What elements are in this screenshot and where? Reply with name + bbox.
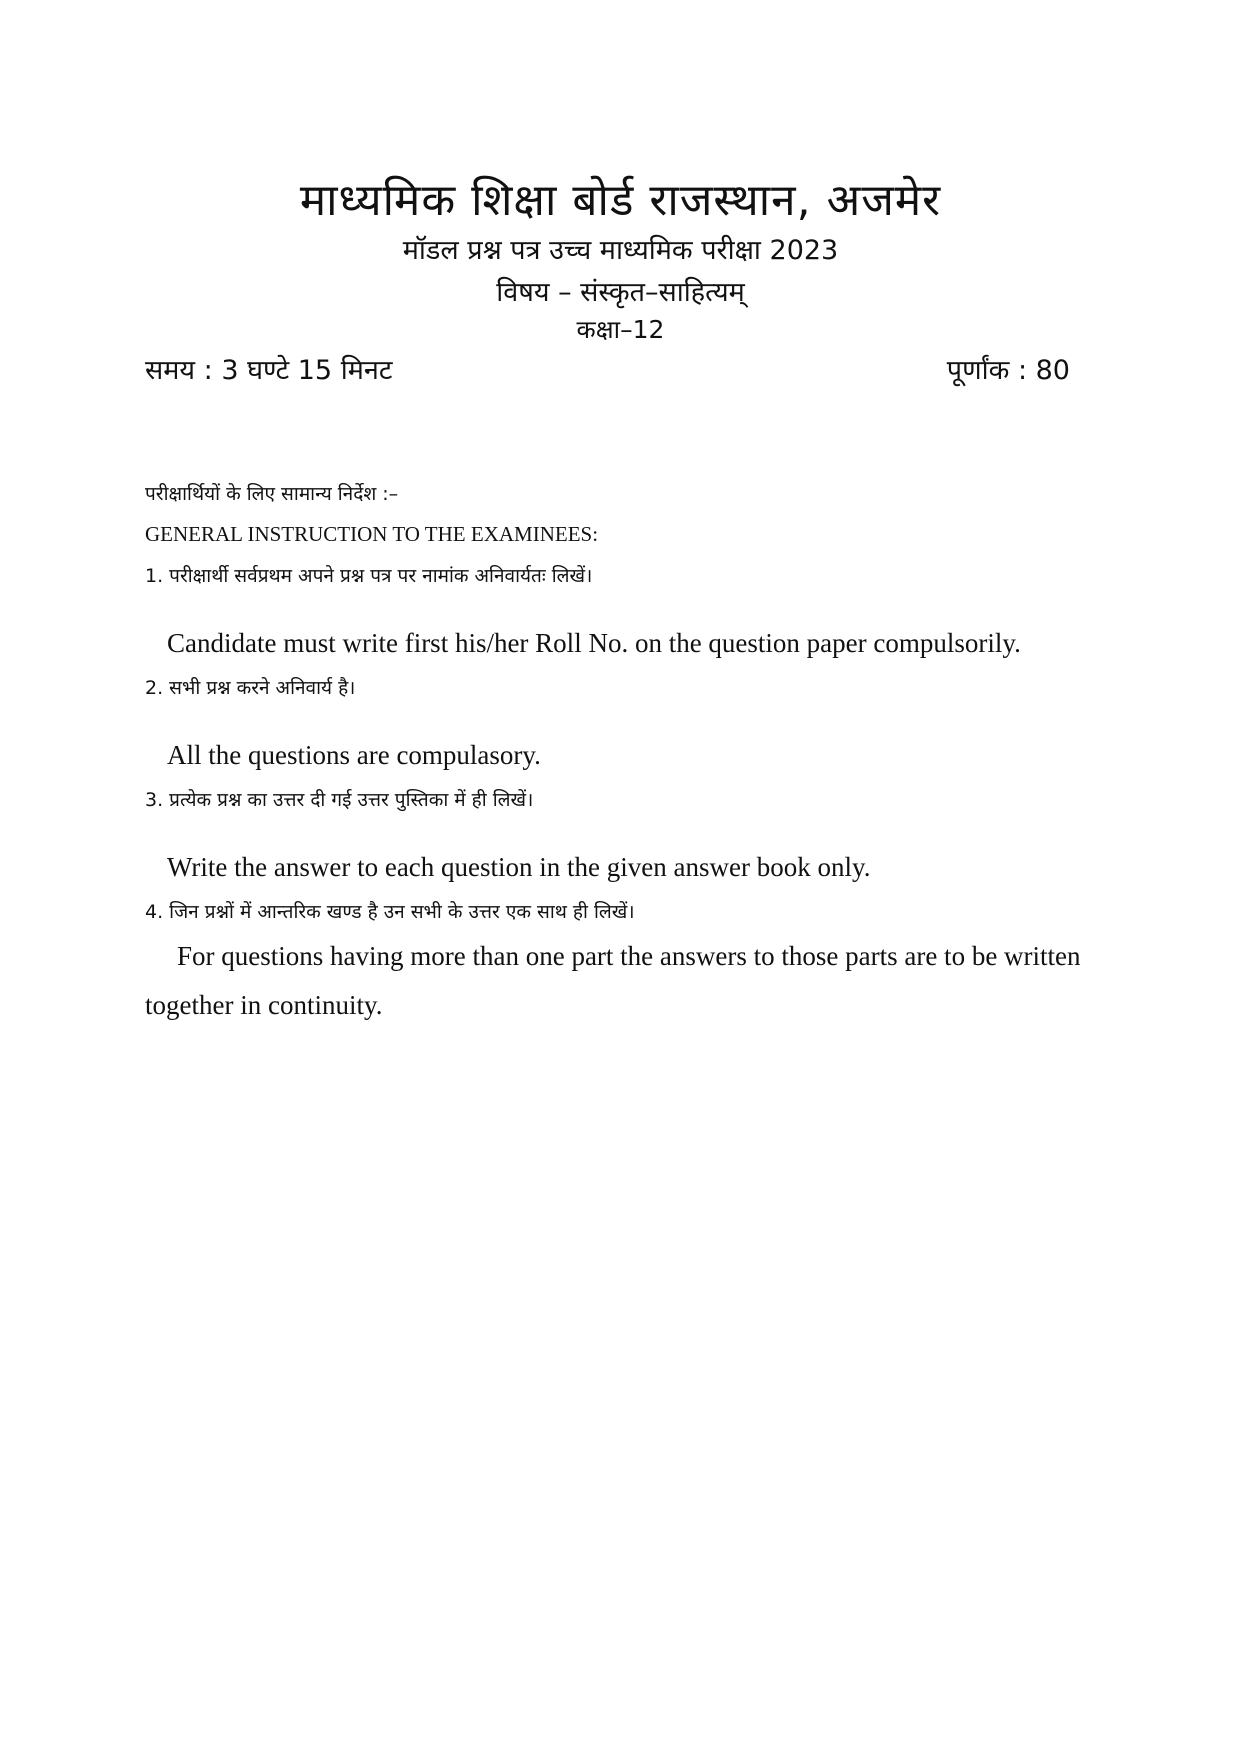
board-title: माध्यमिक शिक्षा बोर्ड राजस्थान, अजमेर	[299, 175, 942, 226]
max-marks: पूर्णांक : 80	[946, 355, 1070, 386]
instructions-heading-hindi: परीक्षार्थियों के लिए सामान्य निर्देश :–	[145, 483, 399, 505]
paper-title: मॉडल प्रश्न पत्र उच्च माध्यमिक परीक्षा 2023	[402, 235, 839, 266]
class-line: कक्षा–12	[576, 315, 665, 344]
instruction-4-hindi: 4. जिन प्रश्नों में आन्तरिक खण्ड है उन सभी के उत्तर एक साथ ही लिखें।	[145, 901, 635, 923]
instruction-3-hindi: 3. प्रत्येक प्रश्न का उत्तर दी गई उत्तर पुस्तिका में ही लिखें।	[145, 789, 534, 811]
instructions-heading-english: GENERAL INSTRUCTION TO THE EXAMINEES:	[145, 522, 599, 546]
instruction-1-hindi: 1. परीक्षार्थी सर्वप्रथम अपने प्रश्न पत्र पर नामांक अनिवार्यतः लिखें।	[145, 565, 593, 587]
instruction-1-english: Candidate must write first his/her Roll No. on the question paper compulsorily.	[167, 628, 1021, 658]
instruction-3-english: Write the answer to each question in the given answer book only.	[167, 852, 871, 882]
instruction-2-hindi: 2. सभी प्रश्न करने अनिवार्य है।	[145, 677, 356, 699]
general-instructions	[145, 476, 1135, 1030]
time-duration: समय : 3 घण्टे 15 मिनट	[145, 355, 393, 386]
subject-line: विषय – संस्कृत–साहित्यम्	[496, 277, 745, 308]
instruction-2-english: All the questions are compulasory.	[167, 740, 541, 770]
instruction-4-english: For questions having more than one part the answers to those parts are to be written together in continuity.	[145, 941, 1081, 1020]
